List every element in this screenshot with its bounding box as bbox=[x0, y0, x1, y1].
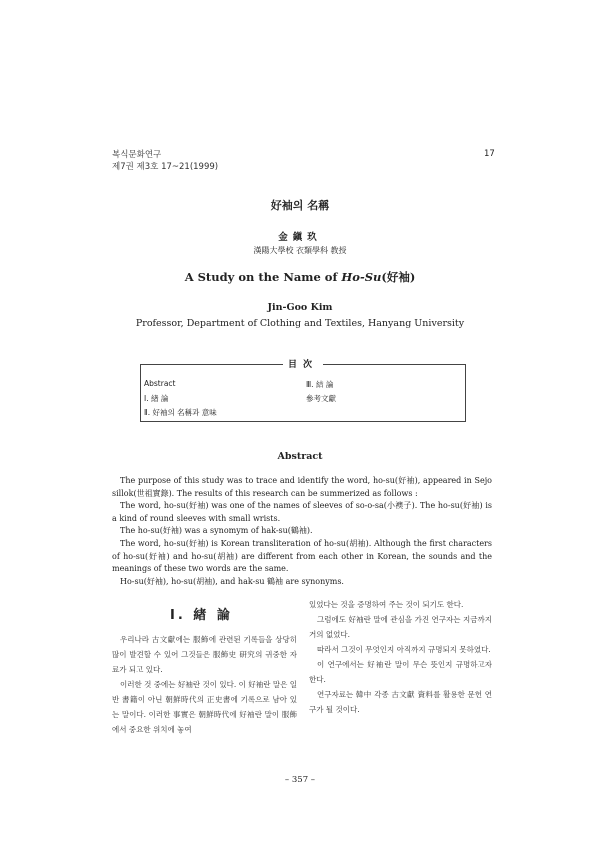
body-paragraph: 이러한 것 중에는 好袖란 것이 있다. 이 好袖란 말은 일반 書籍이 아닌 朝鮮時代의 正史書에 기록으로 남아 있는 말이다. 이러한 事實은 朝鮮時代에 好袖란 말이 服飾에서 중요한 위치에 놓여 bbox=[112, 680, 298, 734]
table-of-contents bbox=[140, 364, 466, 422]
journal-name: 복식문화연구 bbox=[112, 150, 162, 160]
toc-item-abstract: Abstract bbox=[144, 379, 176, 388]
journal-info bbox=[112, 149, 218, 173]
abstract-paragraph: Ho-su(好袖), ho-su(胡袖), and hak-su 鶴袖 are synonyms. bbox=[120, 576, 344, 586]
toc-item-conclusion: Ⅲ. 結 論 bbox=[306, 380, 334, 389]
body-paragraph: 이 연구에서는 好袖란 말이 무슨 뜻인지 규명하고자 한다. bbox=[309, 660, 492, 684]
journal-volume: 제7권 제3호 17~21(1999) bbox=[112, 162, 219, 172]
english-affiliation: Professor, Department of Clothing and Textiles, Hanyang University bbox=[135, 318, 465, 329]
abstract-paragraph: The purpose of this study was to trace and identify the word, ho-su(好袖), appeared in Sejo sillok(世祖實錄). The results of this research can be summerized as follows : bbox=[112, 476, 492, 498]
page-footer: – 357 – bbox=[284, 775, 316, 785]
body-paragraph: 따라서 그것이 무엇인지 아직까지 규명되지 못하였다. bbox=[317, 645, 491, 654]
english-title-italic: Ho-Su bbox=[341, 270, 382, 284]
abstract-paragraph: The word, ho-su(好袖) is Korean transliteration of ho-su(胡袖). Although the first characters of ho-su(好袖) and ho-su(胡袖) are different from each other in Korean, the sounds and the meanings of these two words are the same. bbox=[112, 538, 492, 574]
body-paragraph: 있었다는 것을 증명하여 주는 것이 되기도 한다. bbox=[309, 600, 464, 609]
page-number: 17 bbox=[484, 149, 495, 159]
body-paragraph: 우리나라 古文獻에는 服飾에 관련된 기록들을 상당히 많이 발견할 수 있어 그것들은 服飾史 研究의 귀중한 자료가 되고 있다. bbox=[112, 635, 297, 674]
body-paragraph: 그럼에도 好袖란 말에 관심을 가진 연구자는 지금까지 거의 없었다. bbox=[309, 615, 492, 639]
abstract-heading: Abstract bbox=[277, 451, 323, 462]
english-title-suffix: (好袖) bbox=[381, 270, 416, 284]
korean-author: 金鎭玖 bbox=[278, 232, 322, 243]
abstract-paragraph: The word, ho-su(好袖) was one of the names of sleeves of so-o-sa(小襖子). The ho-su(好袖) is a kind of round sleeves with small wrists. bbox=[112, 501, 492, 523]
korean-title: 好袖의 名稱 bbox=[270, 199, 330, 212]
body-column-right bbox=[309, 597, 492, 717]
body-paragraph: 연구자료는 韓中 각종 古文獻 資料를 활용한 문헌 연구가 될 것이다. bbox=[309, 690, 492, 714]
korean-affiliation: 漢陽大學校 衣類學科 教授 bbox=[253, 246, 347, 255]
toc-item-intro: Ⅰ. 緖 論 bbox=[144, 394, 169, 403]
section-heading: Ⅰ. 緖 論 bbox=[170, 608, 233, 623]
body-column-left bbox=[112, 632, 297, 737]
toc-heading: 目次 bbox=[283, 357, 323, 370]
abstract-body bbox=[112, 475, 492, 588]
english-title-prefix: A Study on the Name of bbox=[184, 270, 342, 284]
english-author: Jin-Goo Kim bbox=[267, 302, 333, 313]
toc-item-section2: Ⅱ. 好袖의 名稱과 意味 bbox=[144, 408, 217, 417]
toc-item-references: 參考文獻 bbox=[306, 394, 336, 403]
english-title bbox=[0, 269, 600, 285]
abstract-paragraph: The ho-su(好袖) was a synomym of hak-su(鶴袖). bbox=[120, 526, 313, 536]
